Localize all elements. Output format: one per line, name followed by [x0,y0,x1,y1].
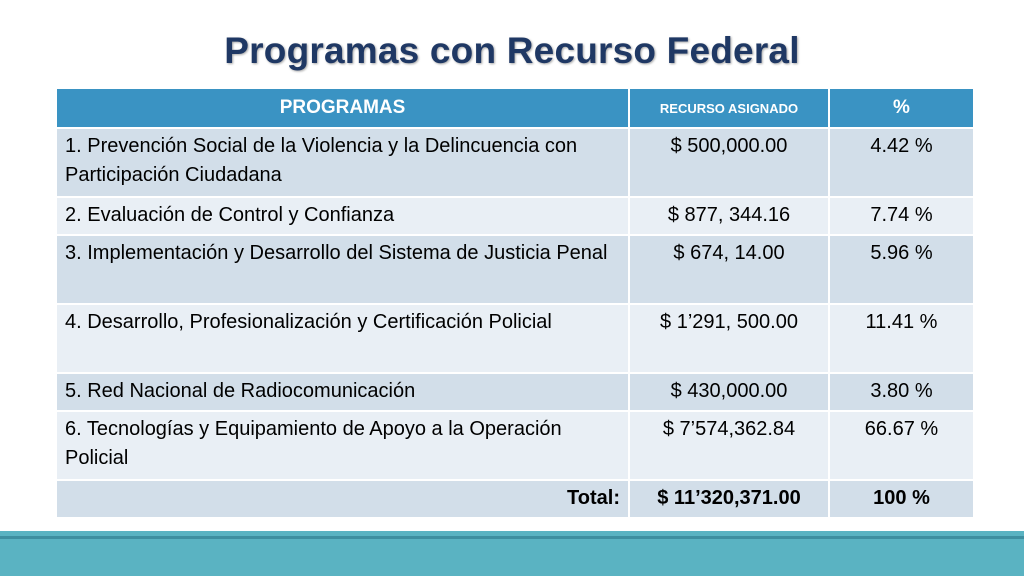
header-recurso-asignado: RECURSO ASIGNADO [629,88,829,128]
table-row [56,235,974,304]
total-amount: $ 11’320,371.00 [629,480,829,518]
program-amount: $ 877, 344.16 [629,197,829,235]
program-name: 3. Implementación y Desarrollo del Sistema de Justicia Penal [56,235,629,304]
table-row [56,197,974,235]
program-amount: $ 430,000.00 [629,373,829,411]
footer-divider [0,536,1024,539]
total-label: Total: [56,480,629,518]
header-programas: PROGRAMAS [56,88,629,128]
header-porcentaje: % [829,88,974,128]
table-row [56,411,974,480]
program-name: 6. Tecnologías y Equipamiento de Apoyo a la Operación Policial [56,411,629,480]
program-percent: 5.96 % [829,235,974,304]
program-percent: 3.80 % [829,373,974,411]
table-row [56,373,974,411]
program-amount: $ 500,000.00 [629,128,829,197]
page-title: Programas con Recurso Federal [224,30,800,71]
program-name: 2. Evaluación de Control y Confianza [56,197,629,235]
table-row [56,304,974,373]
programs-table [55,87,975,519]
program-amount: $ 7’574,362.84 [629,411,829,480]
program-percent: 66.67 % [829,411,974,480]
total-percent: 100 % [829,480,974,518]
program-name: 1. Prevención Social de la Violencia y la Delincuencia con Participación Ciudadana [56,128,629,197]
program-percent: 4.42 % [829,128,974,197]
program-percent: 11.41 % [829,304,974,373]
table-header-row [56,88,974,128]
table-row [56,128,974,197]
program-percent: 7.74 % [829,197,974,235]
total-row [56,480,974,518]
program-amount: $ 1’291, 500.00 [629,304,829,373]
program-name: 5. Red Nacional de Radiocomunicación [56,373,629,411]
program-amount: $ 674, 14.00 [629,235,829,304]
program-name: 4. Desarrollo, Profesionalización y Certificación Policial [56,304,629,373]
